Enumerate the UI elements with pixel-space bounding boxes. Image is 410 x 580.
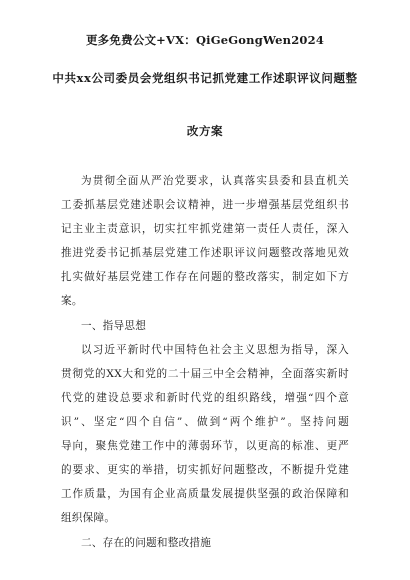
paragraph-1-line-4: 推进党委书记抓基层党建工作述职评议问题整改落地见效 xyxy=(61,247,349,259)
paragraph-1-line-3: 记主业主责意识，切实扛牢抓党建第一责任人责任，深入 xyxy=(61,223,349,235)
section-heading-guiding-ideology: 一、指导思想 xyxy=(81,320,147,332)
paragraph-1-line-6: 案。 xyxy=(61,295,83,307)
promo-banner: 更多免费公文+VX：QiGeGongWen2024 xyxy=(85,33,325,47)
paragraph-1-line-2: 工委抓基层党建述职会议精神，进一步增强基层党组织书 xyxy=(61,199,349,211)
paragraph-2-line-1: 以习近平新时代中国特色社会主义思想为指导，深入 xyxy=(81,344,349,356)
paragraph-1-line-1: 为贯彻全面从严治党要求，认真落实县委和县直机关 xyxy=(81,175,349,187)
paragraph-2-line-8: 组织保障。 xyxy=(61,512,116,524)
paragraph-2-line-5: 导向，聚焦党建工作中的薄弱环节，以更高的标准、更严 xyxy=(61,440,349,452)
paragraph-1-line-5: 扎实做好基层党建工作存在问题的整改落实，制定如下方 xyxy=(61,271,349,283)
paragraph-2-line-7: 工作质量，为国有企业高质量发展提供坚强的政治保障和 xyxy=(61,488,349,500)
document-title-line-1: 中共xx公司委员会党组织书记抓党建工作述职评议问题整 xyxy=(52,71,358,85)
document-title-line-2: 改方案 xyxy=(186,124,224,138)
paragraph-2-line-4: 识”、坚定“四个自信”、做到“两个维护”。坚持问题 xyxy=(61,416,349,428)
paragraph-2-line-6: 的要求、更实的举措，切实抓好问题整改，不断提升党建 xyxy=(61,464,349,476)
section-heading-problems-and-measures: 二、存在的问题和整改措施 xyxy=(81,537,212,549)
paragraph-2-line-2: 贯彻党的XX大和党的二十届三中全会精神，全面落实新时 xyxy=(61,368,349,380)
paragraph-2-line-3: 代党的建设总要求和新时代党的组织路线，增强“四个意 xyxy=(61,392,349,404)
